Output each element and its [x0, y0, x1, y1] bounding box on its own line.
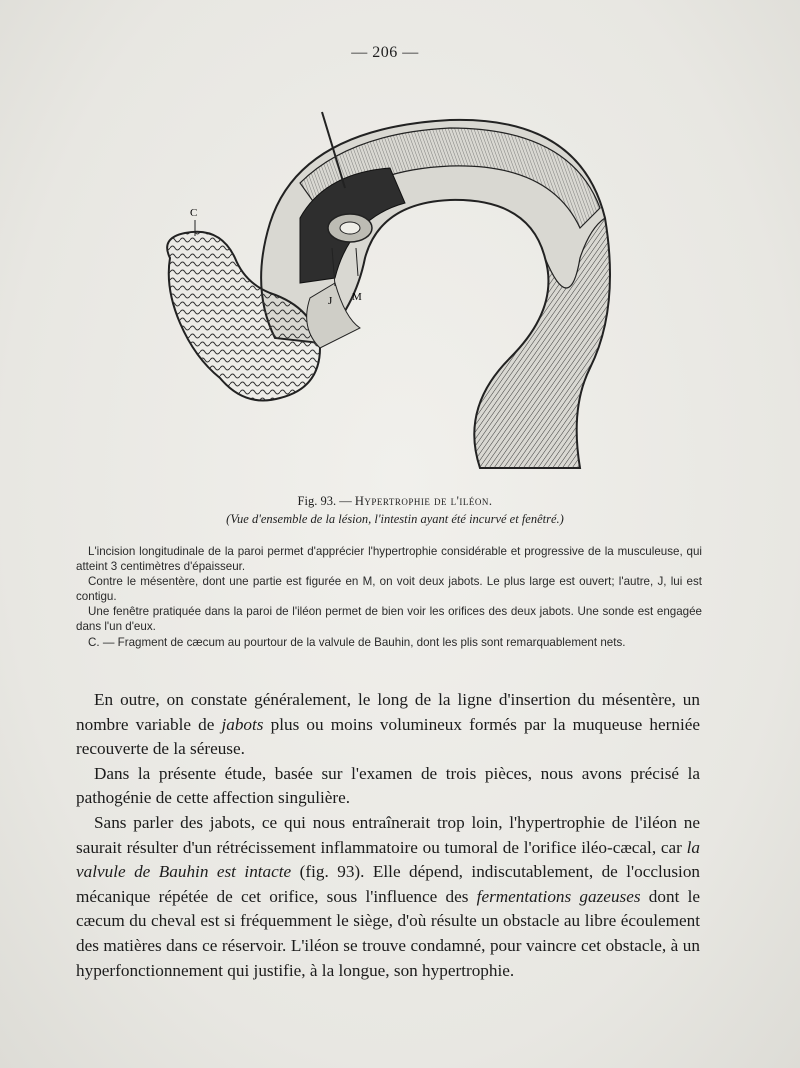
- figure-caption-title: Hypertrophie de l'iléon.: [354, 494, 493, 508]
- paragraph: Dans la présente étude, basée sur l'examen de trois pièces, nous avons précisé la pathogénie de cette affection singulière.: [76, 763, 700, 808]
- figure-label-m: M: [352, 291, 362, 303]
- emphasis: fermentations gazeuses: [476, 886, 641, 906]
- emphasis: la valvule de Bauhin est intacte: [76, 837, 700, 882]
- figure-caption-prefix: Fig. 93. —: [297, 494, 352, 508]
- figure-label-j: J: [328, 295, 333, 307]
- legend-line: Une fenêtre pratiquée dans la paroi de l'iléon permet de bien voir les orifices des deux jabots. Une sonde est engagée dans l'un d'eux.: [76, 605, 702, 633]
- musculature-section: [474, 218, 610, 468]
- paragraph: Sans parler des jabots, ce qui nous entraînerait trop loin, l'hypertrophie de l'iléon ne saurait résulter d'un rétrécissement inflammatoire ou tumoral de l'orifice iléo-cæcal, car la valvule de Bauhin est intacte (fig. 93). Elle dépend, indiscutablement, de l'occlusion mécanique répétée de cet orifice, sous l'influence des fermentations gazeuses dont le cæcum du cheval est si fréquemment le siège, d'où résulte un obstacle au libre écoulement des matières dans ce réservoir. L'iléon se trouve condamné, pour vaincre cet obstacle, à un hyperfonctionnement qui justifie, à la longue, son hypertrophie.: [76, 812, 701, 980]
- page-number: — 206 —: [351, 44, 419, 61]
- ileum-engraving: [150, 108, 630, 488]
- figure-caption: [0, 494, 790, 509]
- figure-legend: [76, 545, 702, 651]
- legend-line: Contre le mésentère, dont une partie est figurée en M, on voit deux jabots. Le plus large est ouvert; l'autre, J, lui est contigu.: [76, 575, 702, 603]
- legend-line: L'incision longitudinale de la paroi permet d'apprécier l'hypertrophie considérable et progressive de la musculeuse, qui atteint 3 centimètres d'épaisseur.: [76, 545, 702, 573]
- emphasis: jabots: [221, 714, 264, 734]
- body-text: [76, 688, 700, 983]
- figure-ileum-illustration: [150, 108, 630, 488]
- paragraph: En outre, on constate généralement, le long de la ligne d'insertion du mésentère, un nombre variable de jabots plus ou moins volumineux formés par la muqueuse herniée recouverte de la séreuse.: [76, 690, 700, 759]
- figure-caption-subtitle: (Vue d'ensemble de la lésion, l'intestin ayant été incurvé et fenêtré.): [226, 512, 564, 526]
- legend-line: C. — Fragment de cæcum au pourtour de la valvule de Bauhin, dont les plis sont remarquablement nets.: [88, 635, 626, 649]
- figure-label-c: C: [190, 207, 198, 219]
- jabot-orifice: [340, 222, 360, 234]
